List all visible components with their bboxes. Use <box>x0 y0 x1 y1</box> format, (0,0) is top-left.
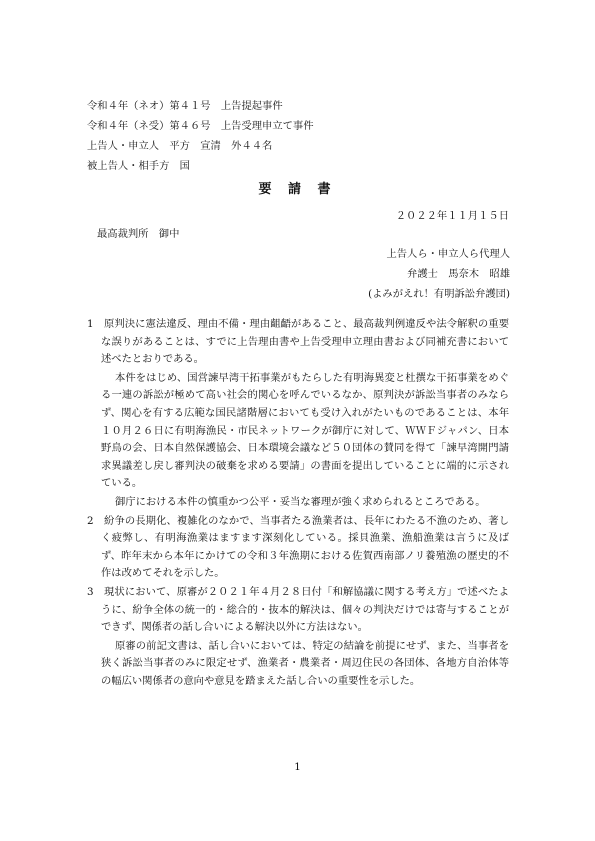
paragraph-1-detail: 本件をはじめ、国営諫早湾干拓事業がもたらした有明海異変と杜撰な干拓事業をめぐる一連の訴訟が極めて高い社会的関心を呼んでいるなか、原判決が訴訟当事者のみならず、関心を有する広範な国民諸階層においても受け入れがたいものであることは、本年１０月２６日に有明海漁民・市民ネットワークが御庁に対して、ＷＷＦジャパン、日本野鳥の会、日本自然保護協会、日本環境会議など５０団体の賛同を得て「諫早湾開門請求異議差し戻し審判決の破棄を求める要請」の書面を提出していることに端的に示されている。 <box>101 371 509 490</box>
document-date: ２０２２年１１月１５日 <box>395 210 509 222</box>
document-title: 要 請 書 <box>258 182 337 197</box>
sender-group: (よみがえれ！有明訴訟弁護団) <box>368 288 510 300</box>
sender-role: 上告人ら・申立人ら代理人 <box>386 248 510 260</box>
case-line-appellee: 被上告人・相手方 国 <box>87 160 190 172</box>
paragraph-2: 2 紛争の長期化、複雑化のなかで、当事者たる漁業者は、長年にわたる不漁のため、著しく疲弊し、有明海漁業はますます深刻化している。採貝漁業、漁船漁業は言うに及ばず、昨年末から本年にかけての令和３年漁期における佐賀西南部ノリ養殖漁の歴史的不作は改めてそれを示した。 <box>87 514 509 580</box>
case-header <box>87 96 314 176</box>
sender-block <box>368 244 510 304</box>
case-line-petition: 令和４年（ネ受）第４６号 上告受理申立て事件 <box>87 120 314 132</box>
paragraph-1-request: 御庁における本件の慎重かつ公平・妥当な審理が強く求められるところである。 <box>115 495 486 508</box>
paragraph-1: 1 原判決に憲法違反、理由不備・理由齟齬があること、最高裁判例違反や法令解釈の重要な誤りがあることは、すでに上告理由書や上告受理申立理由書および同補充書において述べたとおりである。 <box>87 318 509 366</box>
addressee: 最高裁判所 御中 <box>97 228 180 240</box>
sender-name: 弁護士 馬奈木 昭雄 <box>407 268 510 280</box>
case-line-appellant: 上告人・申立人 平方 宣清 外４４名 <box>87 140 273 152</box>
paragraph-3-detail: 原審の前記文書は、話し合いにおいては、特定の結論を前提にせず、また、当事者を狭く訴訟当事者のみに限定せず、漁業者・農業者・周辺住民の各団体、各地方自治体等の幅広い関係者の意向や意見を踏まえた話し合いの重要性を示した。 <box>101 639 509 687</box>
page-number: 1 <box>294 761 301 773</box>
document-body <box>87 316 509 691</box>
paragraph-3: 3 現状において、原審が２０２１年４月２８日付「和解協議に関する考え方」で述べたように、紛争全体の統一的・総合的・抜本的解決は、個々の判決だけでは寄与することができず、関係者の話し合いによる解決以外に方法はない。 <box>87 585 509 634</box>
case-line-appeal: 令和４年（ネオ）第４１号 上告提起事件 <box>87 100 283 112</box>
